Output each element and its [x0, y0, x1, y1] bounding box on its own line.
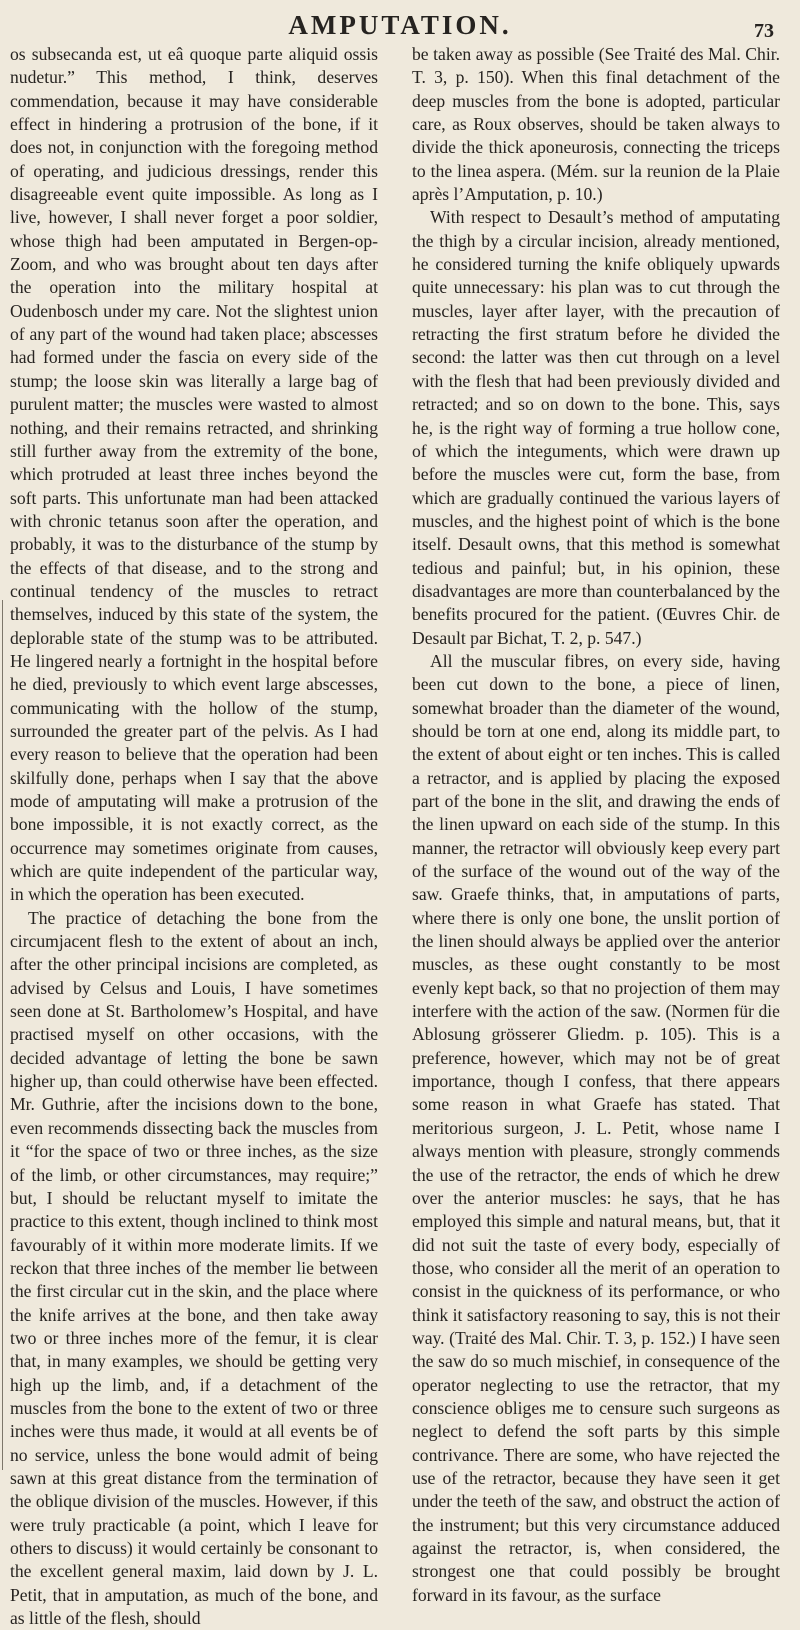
- page-number: 73: [754, 20, 774, 42]
- running-title: AMPUTATION.: [288, 10, 512, 40]
- left-paragraph-2: The practice of detaching the bone from the circumjacent flesh to the extent of about an inch, after the other principal incisions are completed, as advised by Celsus and Louis, I have sometimes seen done at St. Bartholomew’s Hospital, and have practised myself on other occasions, with the decided advantage of letting the bone be sawn higher up, than could otherwise have been effected. Mr. Guthrie, after the incisions down to the bone, even recommends dissecting back the muscles from it “for the space of two or three inches, as the size of the limb, or other circumstances, may require;” but, I should be reluctant myself to imitate the practice to this extent, though inclined to think most favourably of it within more moderate limits. If we reckon that three inches of the member lie between the first circular cut in the skin, and the place where the knife arrives at the bone, and then take away two or three inches more of the femur, it is clear that, in many examples, we should be getting very high up the limb, and, if a detachment of the muscles from the bone to the extent of two or three inches were thus made, it would at all events be of no service, unless the bone would admit of being sawn at this great distance from the termination of the oblique division of the muscles. However, if this were truly practicable (a point, which I leave for others to discuss) it would certainly be consonant to the excellent general maxim, laid down by J. L. Petit, that in amputation, as much of the bone, and as little of the flesh, should: [10, 907, 378, 1629]
- running-header: [0, 4, 800, 44]
- right-column: [412, 43, 780, 1607]
- right-paragraph-2: With respect to Desault’s method of amputating the thigh by a circular incision, already mentioned, he considered turning the knife obliquely upwards quite unnecessary: his plan was to cut through the muscles, layer after layer, with the precaution of retracting the first stratum before he divided the second: the latter was then cut through on a level with the flesh that had been previously divided and retracted; and so on down to the bone. This, says he, is the right way of forming a true hollow cone, of which the integuments, which were drawn up before the muscles were cut, form the base, from which are gradually continued the various layers of muscles, and the highest point of which is the bone itself. Desault owns, that this method is somewhat tedious and painful; but, in his opinion, these disadvantages are more than counterbalanced by the benefits procured for the patient. (Œuvres Chir. de Desault par Bichat, T. 2, p. 547.): [412, 207, 780, 648]
- left-paragraph-1: os subsecanda est, ut eâ quoque parte aliquid ossis nudetur.” This method, I think, deserves commendation, because it may have considerable effect in hindering a protrusion of the bone, if it does not, in conjunction with the foregoing method of operating, and judicious dressings, render this disagreeable event quite impossible. As long as I live, however, I shall never forget a poor soldier, whose thigh had been amputated in Bergen-op-Zoom, and who was brought about ten days after the operation into the military hospital at Oudenbosch under my care. Not the slightest union of any part of the wound had taken place; abscesses had formed under the fascia on every side of the stump; the loose skin was literally a large bag of purulent matter; the muscles were wasted to almost nothing, and their remains retracted, and shrinking still further away from the extremity of the bone, which protruded at least three inches beyond the soft parts. This unfortunate man had been attacked with chronic tetanus soon after the operation, and probably, it was to the disturbance of the stump by the effects of that disease, and to the strong and continual tendency of the muscles to retract themselves, induced by this state of the system, the deplorable state of the stump was to be attributed. He lingered nearly a fortnight in the hospital before he died, previously to which event large abscesses, communicating with the hollow of the stump, surrounded the greater part of the pelvis. As I had every reason to believe that the operation had been skilfully done, perhaps when I say that the above mode of amputating will make a protrusion of the bone impossible, it is not exactly correct, as the occurrence may sometimes originate from causes, which are quite independent of the particular way, in which the operation has been executed.: [10, 44, 378, 905]
- binding-edge-rule: [2, 600, 3, 1470]
- right-paragraph-1: be taken away as possible (See Traité des Mal. Chir. T. 3, p. 150). When this final detachment of the deep muscles from the bone is adopted, particular care, as Roux observes, should be taken always to divide the thick aponeurosis, connecting the triceps to the linea aspera. (Mém. sur la reunion de la Plaie après l’Amputation, p. 10.): [412, 44, 780, 205]
- right-paragraph-3: All the muscular fibres, on every side, having been cut down to the bone, a piece of linen, somewhat broader than the diameter of the wound, should be torn at one end, along its middle part, to the extent of about eight or ten inches. This is called a retractor, and is applied by placing the exposed part of the bone in the slit, and drawing the ends of the linen upward on each side of the stump. In this manner, the retractor will obviously keep every part of the surface of the wound out of the way of the saw. Graefe thinks, that, in amputations of parts, where there is only one bone, the unslit portion of the linen should always be applied over the anterior muscles, as these ought constantly to be most evenly kept back, so that no projection of them may interfere with the action of the saw. (Normen für die Ablosung grösserer Gliedm. p. 105). This is a preference, however, which may not be of great importance, though I confess, that there appears some reason in what Graefe has stated. That meritorious surgeon, J. L. Petit, whose name I always mention with pleasure, strongly commends the use of the retractor, the ends of which he drew over the anterior muscles: he says, that he has employed this simple and natural means, but, that it did not suit the taste of every body, especially of those, who consider all the merit of an operation to consist in the quickness of its performance, or who think it satisfactory reasoning to say, this is not their way. (Traité des Mal. Chir. T. 3, p. 152.) I have seen the saw do so much mischief, in consequence of the operator neglecting to use the retractor, that my conscience obliges me to censure such surgeons as neglect to defend the soft parts by this simple contrivance. There are some, who have rejected the use of the retractor, because they have seen it get under the teeth of the saw, and obstruct the action of the instrument; but this very circumstance adduced against the retractor, is, when considered, the strongest one that could possibly be brought forward in its favour, as the surface: [412, 650, 780, 1605]
- left-column: [10, 43, 378, 1630]
